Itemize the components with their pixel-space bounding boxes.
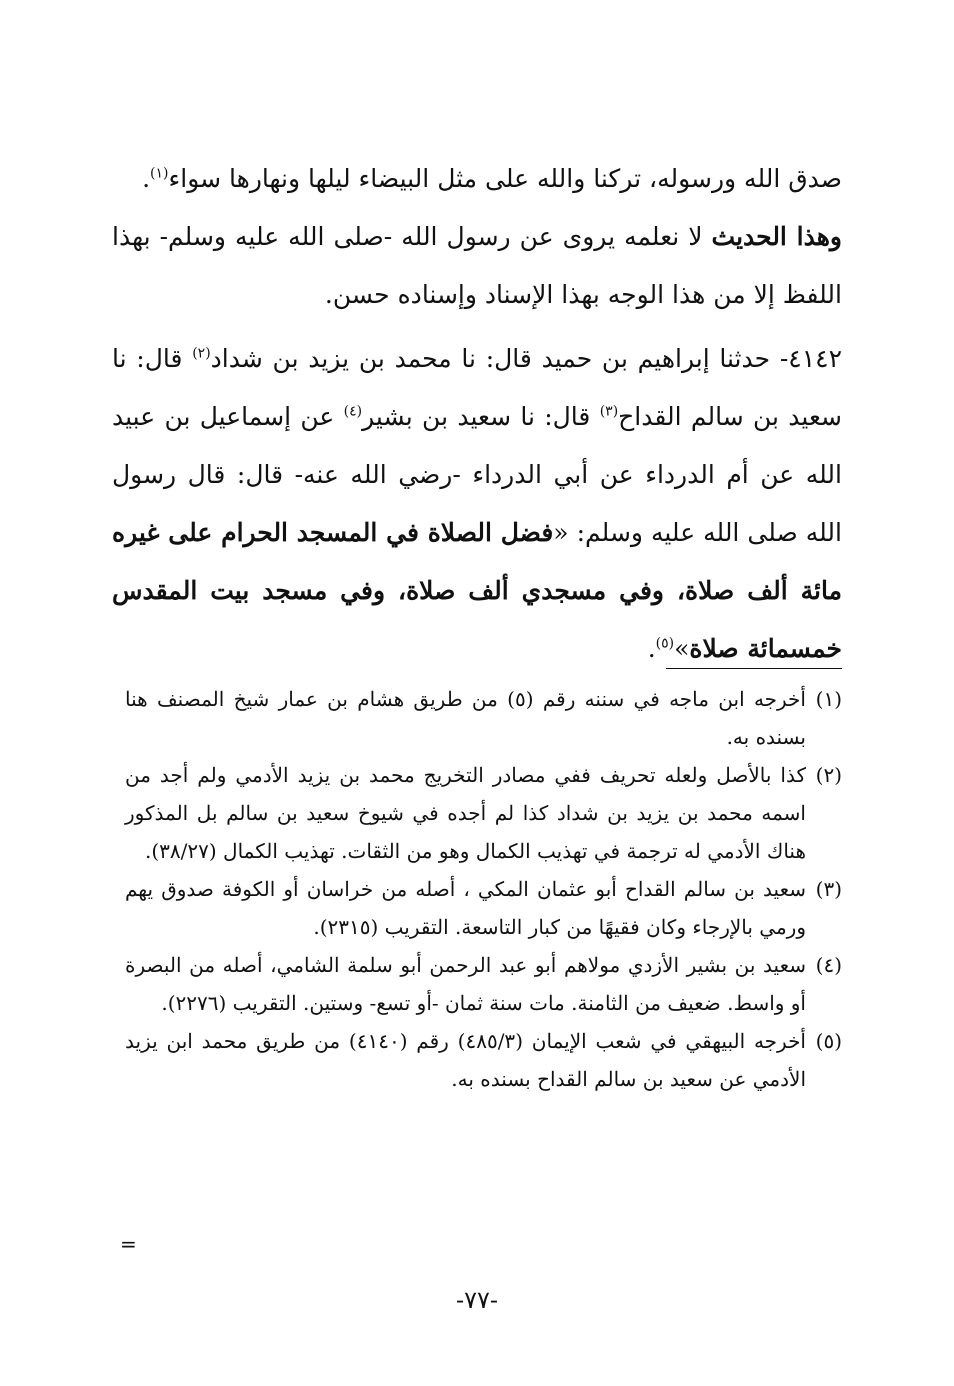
hadith-close-quote: »	[674, 634, 690, 663]
hadith-chain-2: قال: نا سعيد بن سالم القداح	[112, 344, 842, 431]
hadith-chain-3: قال: نا سعيد بن بشير	[362, 402, 600, 431]
footnote-ref-5: (٥)	[655, 635, 675, 652]
footnote-2	[125, 756, 842, 870]
hadith-chain-4: عن إسماعيل بن عبيد الله عن أم الدرداء عن أبي الدرداء -رضي الله عنه- قال: قال رسول الله صلى الله عليه وسلم: «	[112, 402, 842, 547]
continuation-marker: =	[120, 1232, 137, 1256]
footnote-number: (٢)	[815, 763, 842, 787]
closing-line	[112, 150, 842, 208]
page-number: -٧٧-	[456, 1286, 498, 1314]
footnote-number: (٣)	[815, 877, 842, 901]
footnote-5	[125, 1022, 842, 1098]
footnote-4	[125, 946, 842, 1022]
footnote-ref-4: (٤)	[343, 403, 363, 420]
closing-text: صدق الله ورسوله، تركنا والله على مثل البيضاء ليلها ونهارها سواء	[168, 164, 842, 193]
footnote-ref-1: (١)	[150, 165, 169, 182]
footnote-ref-2: (٢)	[192, 345, 211, 362]
closing-period: .	[142, 164, 151, 193]
footnote-number: (١)	[815, 687, 842, 711]
commentary-text: لا نعلمه يروى عن رسول الله -صلى الله عليه وسلم- بهذا اللفظ إلا من هذا الوجه بهذا الإسناد وإسناده حسن.	[112, 222, 842, 309]
footnote-text: أخرجه البيهقي في شعب الإيمان (٤٨٥/٣) رقم (٤١٤٠) من طريق محمد ابن يزيد الأدمي عن سعيد بن سالم القداح بسنده به.	[125, 1029, 806, 1091]
footnote-text: أخرجه ابن ماجه في سننه رقم (٥) من طريق هشام بن عمار شيخ المصنف هنا بسنده به.	[125, 687, 806, 749]
footnote-1	[125, 680, 842, 756]
footnote-3	[125, 870, 842, 946]
commentary-lead: وهذا الحديث	[711, 222, 842, 251]
footnote-number: (٤)	[815, 953, 842, 977]
footnotes	[125, 680, 842, 1098]
hadith-intro: ٤١٤٢- حدثنا إبراهيم بن حميد قال: نا محمد بن يزيد بن شداد	[210, 344, 842, 373]
main-text	[112, 150, 842, 678]
footnote-number: (٥)	[815, 1029, 842, 1053]
footnote-text: كذا بالأصل ولعله تحريف ففي مصادر التخريج محمد بن يزيد الأدمي ولم أجد من اسمه محمد بن يزيد بن شداد كذا لم أجده في شيوخ سعيد بن سالم بل المذكور هناك الأدمي له ترجمة في تهذيب الكمال وهو من الثقات. تهذيب الكمال (٣٨/٢٧).	[125, 763, 806, 863]
footnote-text: سعيد بن بشير الأزدي مولاهم أبو عبد الرحمن أبو سلمة الشامي، أصله من البصرة أو واسط. ضعيف من الثامنة. مات سنة ثمان -أو تسع- وستين. التقريب (٢٢٧٦).	[125, 953, 806, 1015]
footnote-separator	[666, 668, 842, 669]
footnote-ref-3: (٣)	[599, 403, 619, 420]
commentary-paragraph	[112, 208, 842, 324]
footnote-text: سعيد بن سالم القداح أبو عثمان المكي ، أصله من خراسان أو الكوفة صدوق يهم ورمي بالإرجاء وكان فقيهًا من كبار التاسعة. التقريب (٢٣١٥).	[125, 877, 806, 939]
hadith-paragraph	[112, 330, 842, 678]
hadith-period: .	[647, 634, 656, 663]
hadith-matn: فضل الصلاة في المسجد الحرام على غيره مائة ألف صلاة، وفي مسجدي ألف صلاة، وفي مسجد بيت المقدس خمسمائة صلاة	[112, 518, 842, 663]
